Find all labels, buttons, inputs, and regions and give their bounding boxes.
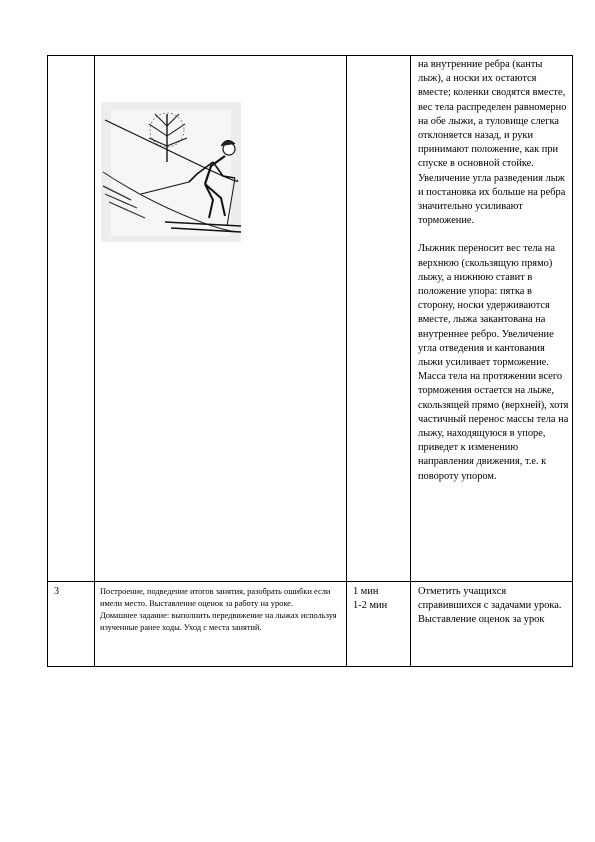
time-cell [347, 582, 411, 667]
row-number-cell [48, 56, 95, 582]
lesson-content-cell [95, 582, 347, 667]
note-text: Отметить учащихся справившихся с задачами урока. [418, 586, 562, 611]
content-text: Построение, подведение итогов занятия, разобрать ошибки если имели место. Выставление оценок за работу на уроке. [100, 587, 331, 608]
description-paragraph: на внутренние ребра (канты лыж), а носки их остаются вместе; коленки сводятся вместе, вес тела распределен равномерно на обе лыжи, а туловище слегка отклоняется назад, и руки принимают положение, как при спуске в основной стойке. Увеличение угла разведения лыж и постановка их больше на ребра значительно усиливают торможение. [418, 59, 567, 227]
description-paragraph: Лыжник переносит вес тела на верхнюю (скользящую прямо) лыжу, а нижнюю ставит в положение упора: пятка в сторону, носки удерживаются вместе, лыжа закантована на внутреннее ребро. Увеличение угла отведения и кантования лыжи усиливает торможение. Масса тела на протяжении всего торможения остается на лыже, скользящей прямо (верхней), хотя частичный перенос массы тела на лыжу, находящуюся в упоре, приведет к изменению направления движения, т.е. к повороту упором. [418, 243, 569, 482]
row-number-cell: 3 [48, 582, 95, 667]
table-row [48, 56, 573, 582]
note-text: Выставление оценок за урок [418, 614, 545, 625]
time-cell-empty [347, 56, 411, 582]
lesson-plan-table [47, 55, 573, 667]
time-value: 1 мин [353, 586, 379, 597]
table-row [48, 582, 573, 667]
illustration-cell [95, 56, 347, 582]
methodical-notes-cell [411, 582, 573, 667]
skier-illustration [101, 102, 241, 242]
time-value: 1-2 мин [353, 600, 388, 611]
homework-text: Домашнее задание: выполнить передвижение на лыжах используя изученные ранее ходы. Уход с места занятий. [100, 611, 337, 632]
technique-description-cell [411, 56, 573, 582]
